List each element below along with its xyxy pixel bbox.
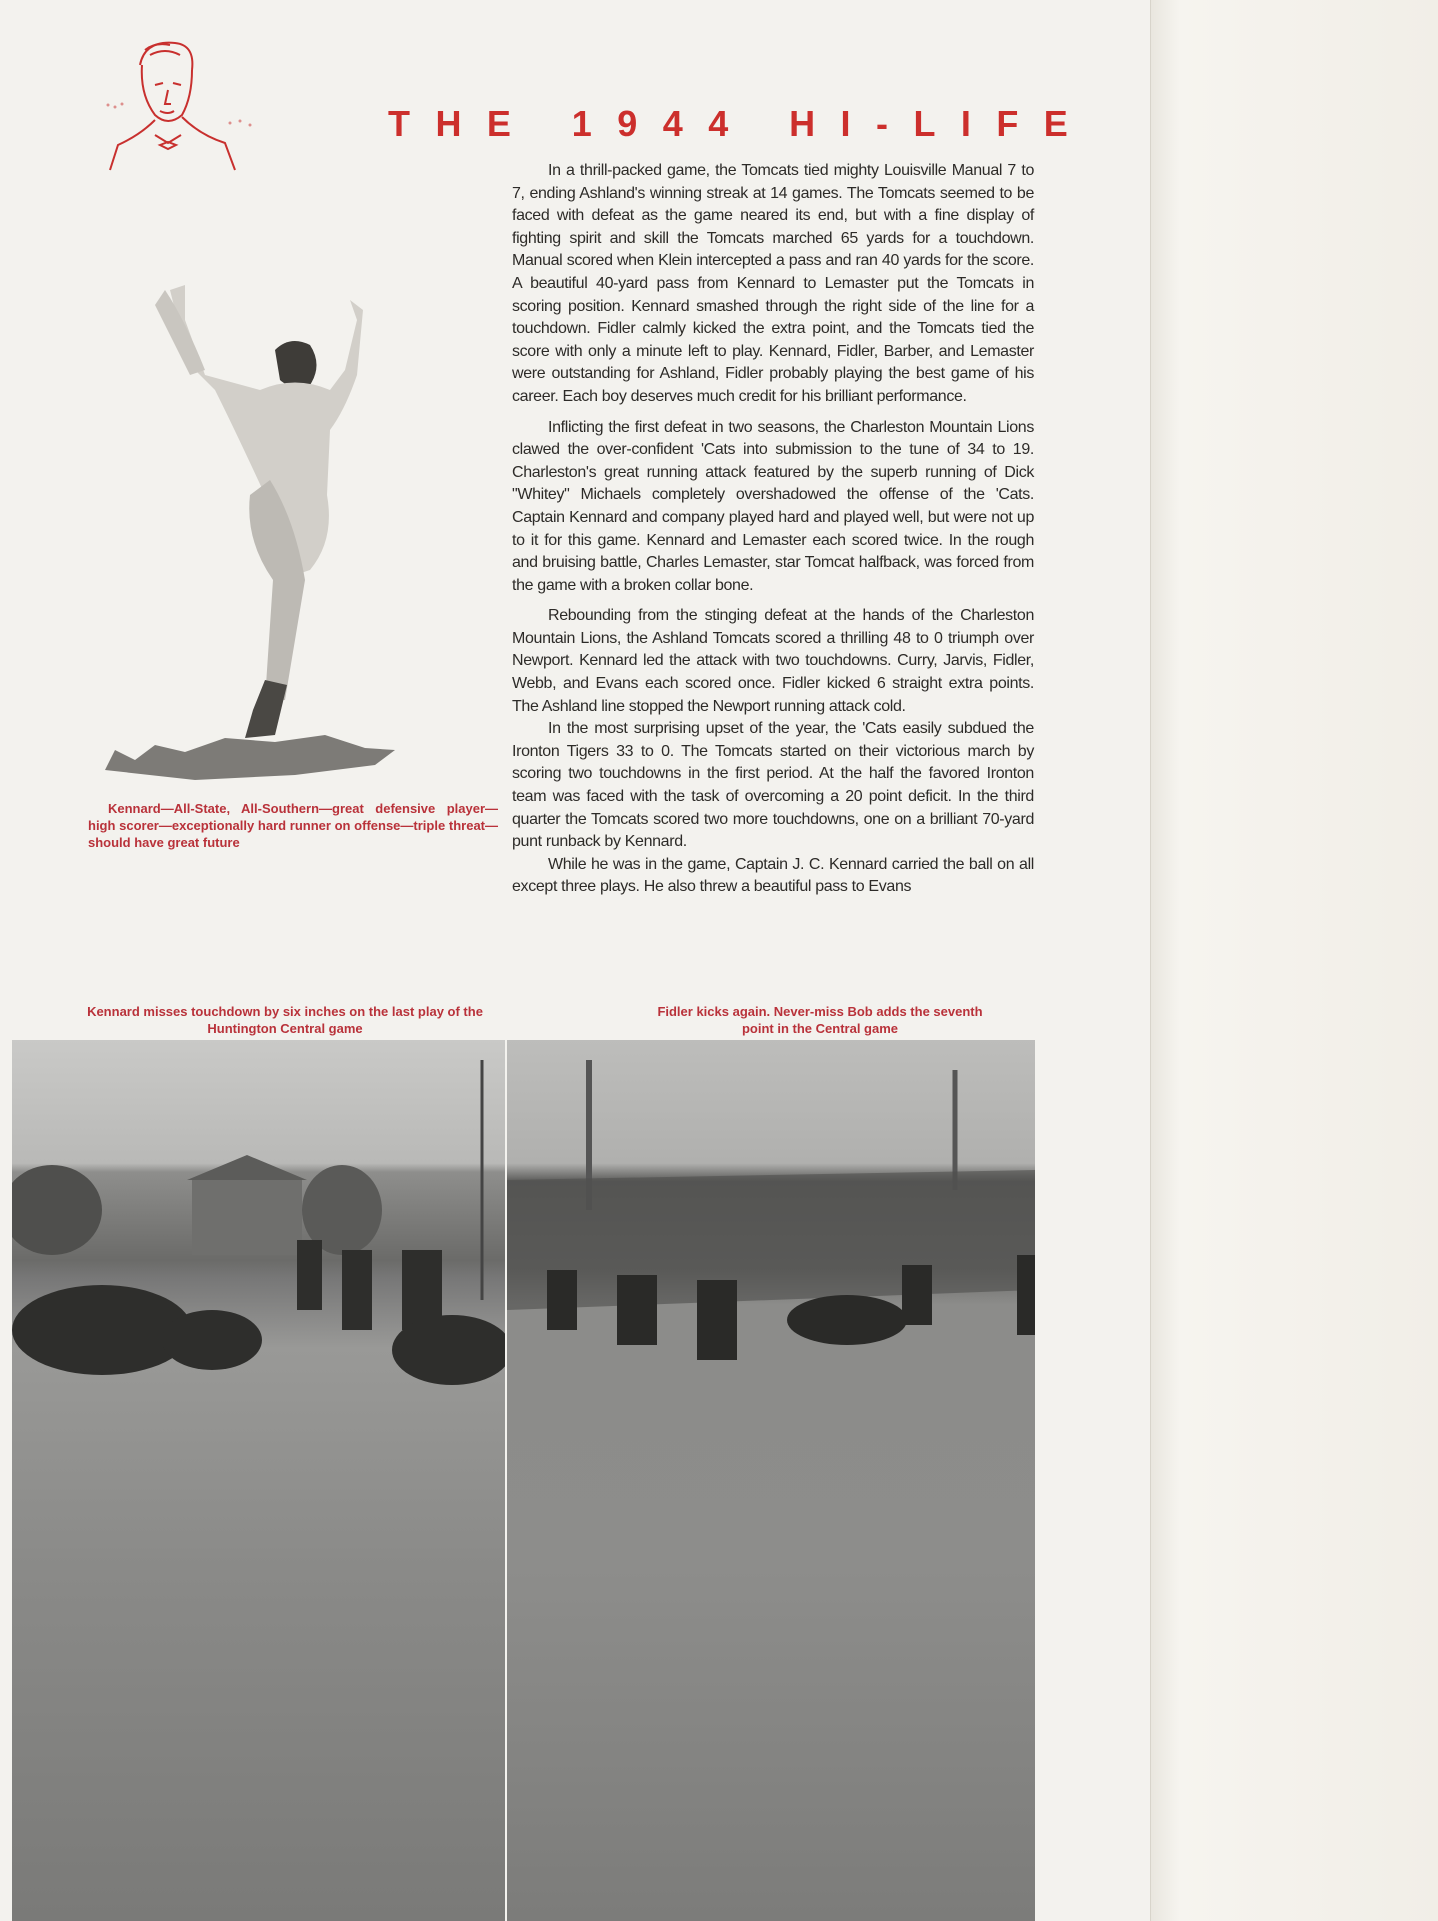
title-letter: F xyxy=(996,103,1019,144)
title-letter: 1 xyxy=(571,103,592,144)
paragraph-charleston-game: Inflicting the first defeat in two seasons, the Charleston Mountain Lions clawed the over-confident 'Cats into submission to the tune of 34 to 19. Charleston's great running attack featured by the superb running of Dick "Whitey" Michaels completely overshadowed the offense of the 'Cats. Captain Kennard and company played hard and played well, but were not up to it for this game. Kennard and Lemaster each scored twice. In the rough and bruising battle, Charles Lemaster, star Tomcat halfback, was forced from the game with a broken collar bone. xyxy=(512,418,1034,594)
title-letter: L xyxy=(913,103,936,144)
title-letter: T xyxy=(388,103,410,144)
kicker-photo-cutout xyxy=(95,280,465,780)
title-letter: H xyxy=(789,103,816,144)
paragraph-manual-game: In a thrill-packed game, the Tomcats tied mighty Louisville Manual 7 to 7, ending Ashland's winning streak at 14 games. The Tomcats seemed to be faced with defeat as the game neared its end, but with a fine display of fighting spirit and skill the Tomcats marched 65 yards for a touchdown. Manual scored when Klein intercepted a pass and ran 40 yards for the score. A beautiful 40-yard pass from Kennard to Lemaster put the Tomcats in scoring position. Kennard smashed through the right side of the line for a touchdown. Fidler calmly kicked the extra point, and the Tomcats tied the score with only a minute left to play. Kennard, Fidler, Barber, and Lemaster were outstanding for Ashland, Fidler probably playing the best game of his career. Each boy deserves much credit for his brilliant performance. xyxy=(512,162,1034,405)
huntington-central-game-photo xyxy=(12,1040,505,1921)
kicker-photo-caption: Kennard—All-State, All-Southern—great defensive player—high scorer—exceptionally hard runner on offense—triple threat—should have great future xyxy=(88,801,498,850)
title-letter: I xyxy=(840,103,851,144)
paragraph-newport-game: Rebounding from the stinging defeat at the hands of the Charleston Mountain Lions, the Ashland Tomcats scored a thrilling 48 to 0 triumph over Newport. Kennard led the attack with two touchdowns. Curry, Jarvis, Fidler, Webb, and Evans each scored once. Fidler kicked 6 straight extra points. The Ashland line stopped the Newport running attack cold. xyxy=(512,607,1034,715)
adjacent-page-edge xyxy=(1150,0,1438,1921)
title-letter: I xyxy=(960,103,971,144)
title-letter: E xyxy=(1043,103,1068,144)
paragraph-ironton-game: In the most surprising upset of the year, the 'Cats easily subdued the Ironton Tigers 33 to 0. The Tomcats started on their victorious march by scoring two touchdowns in the first period. At the half the favored Ironton team was faced with the task of overcoming a 20 point deficit. In the third quarter the Tomcats scored two more touchdowns, one on a brilliant 70-yard punt runback by Kennard. xyxy=(512,720,1034,851)
title-letter: 4 xyxy=(708,103,729,144)
title-letter: H xyxy=(435,103,462,144)
title-letter: - xyxy=(876,103,888,144)
mascot-portrait-sketch xyxy=(100,35,270,185)
title-letter: 9 xyxy=(617,103,638,144)
title-gap xyxy=(536,104,546,144)
yearbook-title xyxy=(388,104,1068,144)
central-game-kick-photo xyxy=(507,1040,1035,1921)
paragraph-kennard: While he was in the game, Captain J. C. Kennard carried the ball on all except three plays. He also threw a beautiful pass to Evans xyxy=(512,855,1034,896)
right-photo-caption: Fidler kicks again. Never-miss Bob adds the seventh point in the Central game xyxy=(657,1004,983,1036)
title-letter: E xyxy=(486,103,511,144)
title-letter: 4 xyxy=(662,103,683,144)
article-body xyxy=(512,160,1034,899)
title-gap xyxy=(754,104,764,144)
left-photo-caption: Kennard misses touchdown by six inches on the last play of the Huntington Central game xyxy=(87,1004,483,1036)
